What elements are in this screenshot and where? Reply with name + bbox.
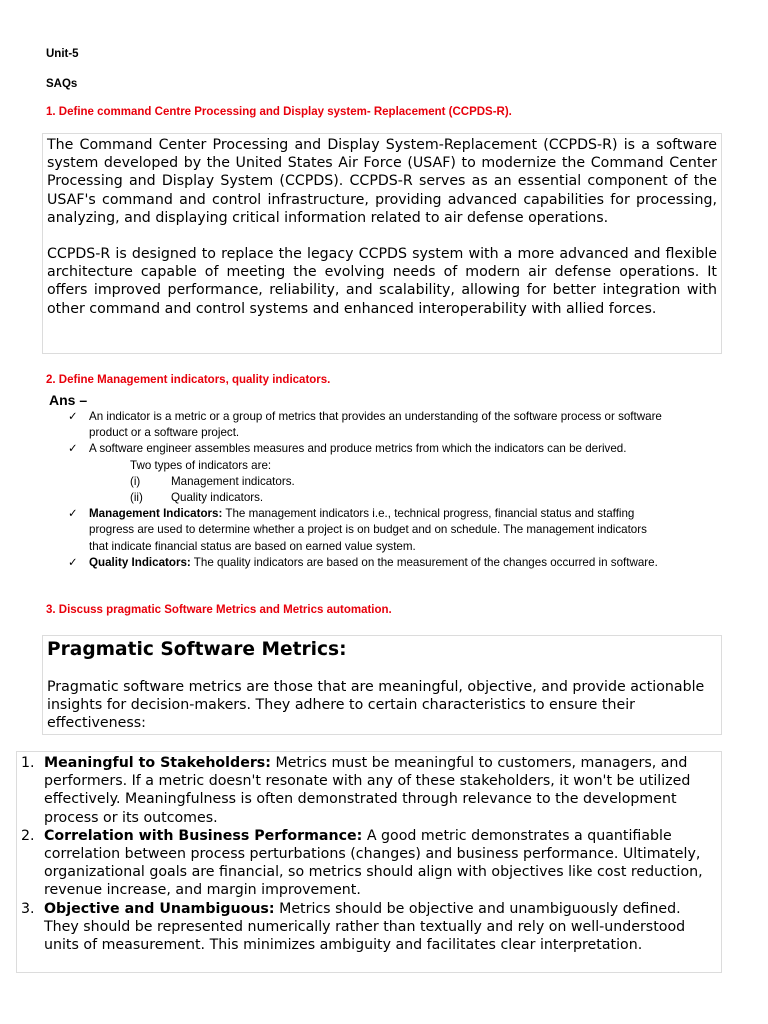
check-icon: ✓	[68, 410, 78, 423]
answer-2-item	[46, 555, 666, 571]
list-item-number: 3.	[21, 900, 35, 917]
unit-label: Unit-5	[46, 48, 79, 60]
answer-2-item-text: A software engineer assembles measures and produce metrics from which the indicators can be derived.	[89, 442, 627, 456]
answer-3-points-box	[16, 751, 722, 973]
list-item-title: Meaningful to Stakeholders:	[44, 755, 271, 771]
list-item	[17, 754, 717, 827]
pragmatic-metrics-list	[17, 754, 717, 954]
question-1: 1. Define command Centre Processing and Display system- Replacement (CCPDS-R).	[46, 106, 512, 118]
pragmatic-metrics-heading: Pragmatic Software Metrics:	[47, 639, 347, 660]
list-item-text: Metrics must be meaningful to customers, managers, and performers. If a metric doesn't resonate with any of these stakeholders, it won't be utilized effectively. Meaningfulness is often demonstrated through relevance to the development process or its outcomes.	[44, 755, 691, 826]
indicator-type-row	[130, 490, 666, 506]
list-item-number: 1.	[21, 755, 35, 771]
answer-2-block	[46, 391, 666, 571]
check-icon: ✓	[68, 442, 78, 456]
quality-indicators-text: The quality indicators are based on the measurement of the changes occurred in software.	[190, 555, 658, 569]
answer-2-item	[46, 441, 666, 457]
check-icon: ✓	[68, 507, 78, 521]
indicator-type-number: (ii)	[130, 491, 143, 505]
answer-2-label: Ans –	[49, 392, 88, 408]
list-item	[17, 900, 717, 955]
question-2: 2. Define Management indicators, quality indicators.	[46, 374, 331, 386]
question-3: 3. Discuss pragmatic Software Metrics and Metrics automation.	[46, 604, 392, 616]
answer-2-item	[46, 506, 666, 555]
management-indicators-title: Management Indicators:	[89, 507, 223, 521]
answer-2-item-text: An indicator is a metric or a group of metrics that provides an understanding of the software process or software product or a software project.	[89, 410, 662, 440]
section-label: SAQs	[46, 78, 78, 90]
list-item-text: A good metric demonstrates a quantifiable correlation between process perturbations (changes) and business performance. Ultimately, organizational goals are financial, so metrics should align with objectives like cost reduction, revenue increase, and margin improvement.	[44, 827, 703, 899]
answer-3-intro-box	[42, 635, 722, 735]
check-icon: ✓	[68, 555, 78, 569]
list-item-title: Correlation with Business Performance:	[44, 827, 363, 844]
management-indicators-text: The management indicators i.e., technical progress, financial status and staffing progress are used to determine whether a project is on budget and on schedule. The management indicators that indicate financial status are based on earned value system.	[89, 507, 647, 553]
indicator-type-text: Quality indicators.	[171, 491, 264, 505]
list-item-number: 2.	[21, 827, 35, 844]
answer-1-paragraph-1: The Command Center Processing and Display System-Replacement (CCPDS-R) is a software system developed by the United States Air Force (USAF) to modernize the Command Center Processing and Display System (CCPDS). CCPDS-R serves as an essential component of the USAF's command and control infrastructure, providing advanced capabilities for processing, analyzing, and displaying critical information related to air defense operations.	[47, 137, 717, 226]
list-item-text: Metrics should be objective and unambiguously defined. They should be represented numerically rather than textually and rely on well-understood units of measurement. This minimizes ambiguity and facilitates clear interpretation.	[44, 900, 686, 954]
pragmatic-metrics-intro: Pragmatic software metrics are those that are meaningful, objective, and provide actionable insights for decision-makers. They adhere to certain characteristics to ensure their effectiveness:	[47, 679, 705, 732]
answer-1-box	[42, 133, 722, 354]
indicator-types	[46, 458, 666, 507]
indicator-type-number: (i)	[130, 474, 141, 488]
answer-2-item	[46, 409, 666, 441]
indicator-type-text: Management indicators.	[171, 474, 295, 488]
indicator-types-intro: Two types of indicators are:	[130, 458, 272, 472]
indicator-type-row	[130, 474, 666, 490]
list-item	[17, 827, 717, 900]
list-item-title: Objective and Unambiguous:	[44, 900, 275, 917]
answer-1-paragraph-2: CCPDS-R is designed to replace the legacy CCPDS system with a more advanced and flexible architecture capable of meeting the evolving needs of modern air defense operations. It offers improved performance, reliability, and scalability, allowing for better integration with other command and control systems and enhanced interoperability with allied forces.	[47, 246, 717, 317]
quality-indicators-title: Quality Indicators:	[89, 555, 191, 569]
